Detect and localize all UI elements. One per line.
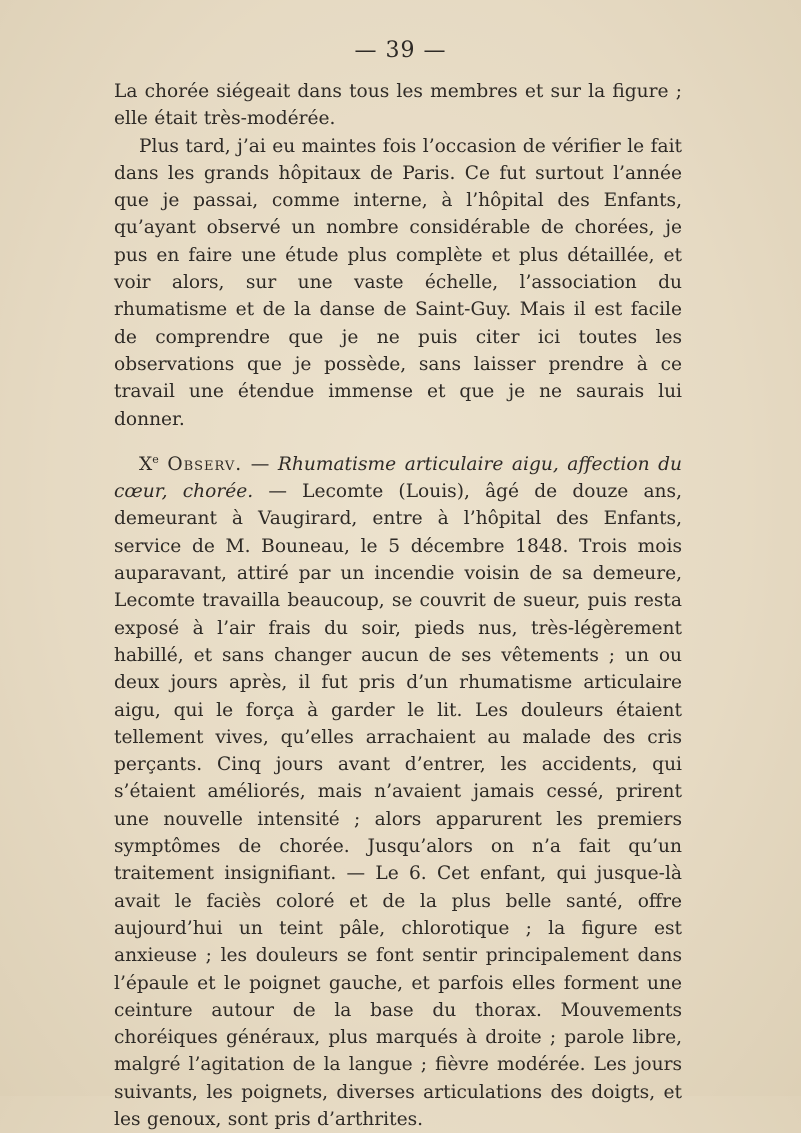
observation-number: X bbox=[139, 453, 153, 475]
observation-label: Observ. bbox=[167, 453, 243, 475]
paragraph-hospital-observations: Plus tard, j’ai eu maintes fois l’occasion de vérifier le fait dans les grands hôpitaux de Paris. Ce fut surtout l’année que je passai, comme interne, à l’hôpital des Enfants, qu’ayant observé un nombre considérable de chorées, je pus en faire une étude plus complète et plus détaillée, et voir alors, sur une vaste échelle, l’association du rhumatisme et de la danse de Saint-Guy. Mais il est facile de comprendre que je ne puis citer ici toutes les observations que je possède, sans laisser prendre à ce travail une étendue immense et que je ne saurais lui donner. bbox=[114, 135, 682, 430]
page-body bbox=[114, 78, 682, 1133]
paragraph-gap bbox=[114, 433, 682, 451]
page-number: — 39 — bbox=[354, 38, 447, 63]
observation-paragraph bbox=[114, 451, 682, 1133]
paragraph-chorea-intro: La chorée siégeait dans tous les membres et sur la figure ; elle était très-modérée. bbox=[114, 81, 682, 130]
observation-number-suffix: e bbox=[152, 452, 159, 466]
observation-body: — Lecomte (Louis), âgé de douze ans, demeurant à Vaugirard, entre à l’hôpital des Enfants, service de M. Bouneau, le 5 décembre 1848. Trois mois auparavant, attiré par un incendie voisin de sa demeure, Lecomte travailla beaucoup, se couvrit de sueur, puis resta exposé à l’air frais du soir, pieds nus, très-légèrement habillé, et sans changer aucun de ses vêtements ; un ou deux jours après, il fut pris d’un rhumatisme articulaire aigu, qui le força à garder le lit. Les douleurs étaient tellement vives, qu’elles arrachaient au malade des cris perçants. Cinq jours avant d’entrer, les accidents, qui s’étaient améliorés, mais n’avaient jamais cessé, prirent une nouvelle intensité ; alors apparurent les premiers symptômes de chorée. Jusqu’alors on n’a fait qu’un traitement insignifiant. — Le 6. Cet enfant, qui jusque-là avait le faciès coloré et de la plus belle santé, offre aujourd’hui un teint pâle, chlorotique ; la figure est anxieuse ; les douleurs se font sentir principalement dans l’épaule et le poignet gauche, et parfois elles forment une ceinture autour de la base du thorax. Mouvements choréiques généraux, plus marqués à droite ; parole libre, malgré l’agitation de la langue ; fièvre modérée. Les jours suivants, les poignets, diverses articulations des doigts, et les genoux, sont pris d’arthrites. bbox=[114, 481, 682, 1130]
observation-dash: — bbox=[242, 453, 278, 475]
observation-title: Rhumatisme articulaire aigu, affection du cœur, chorée. bbox=[114, 453, 682, 503]
